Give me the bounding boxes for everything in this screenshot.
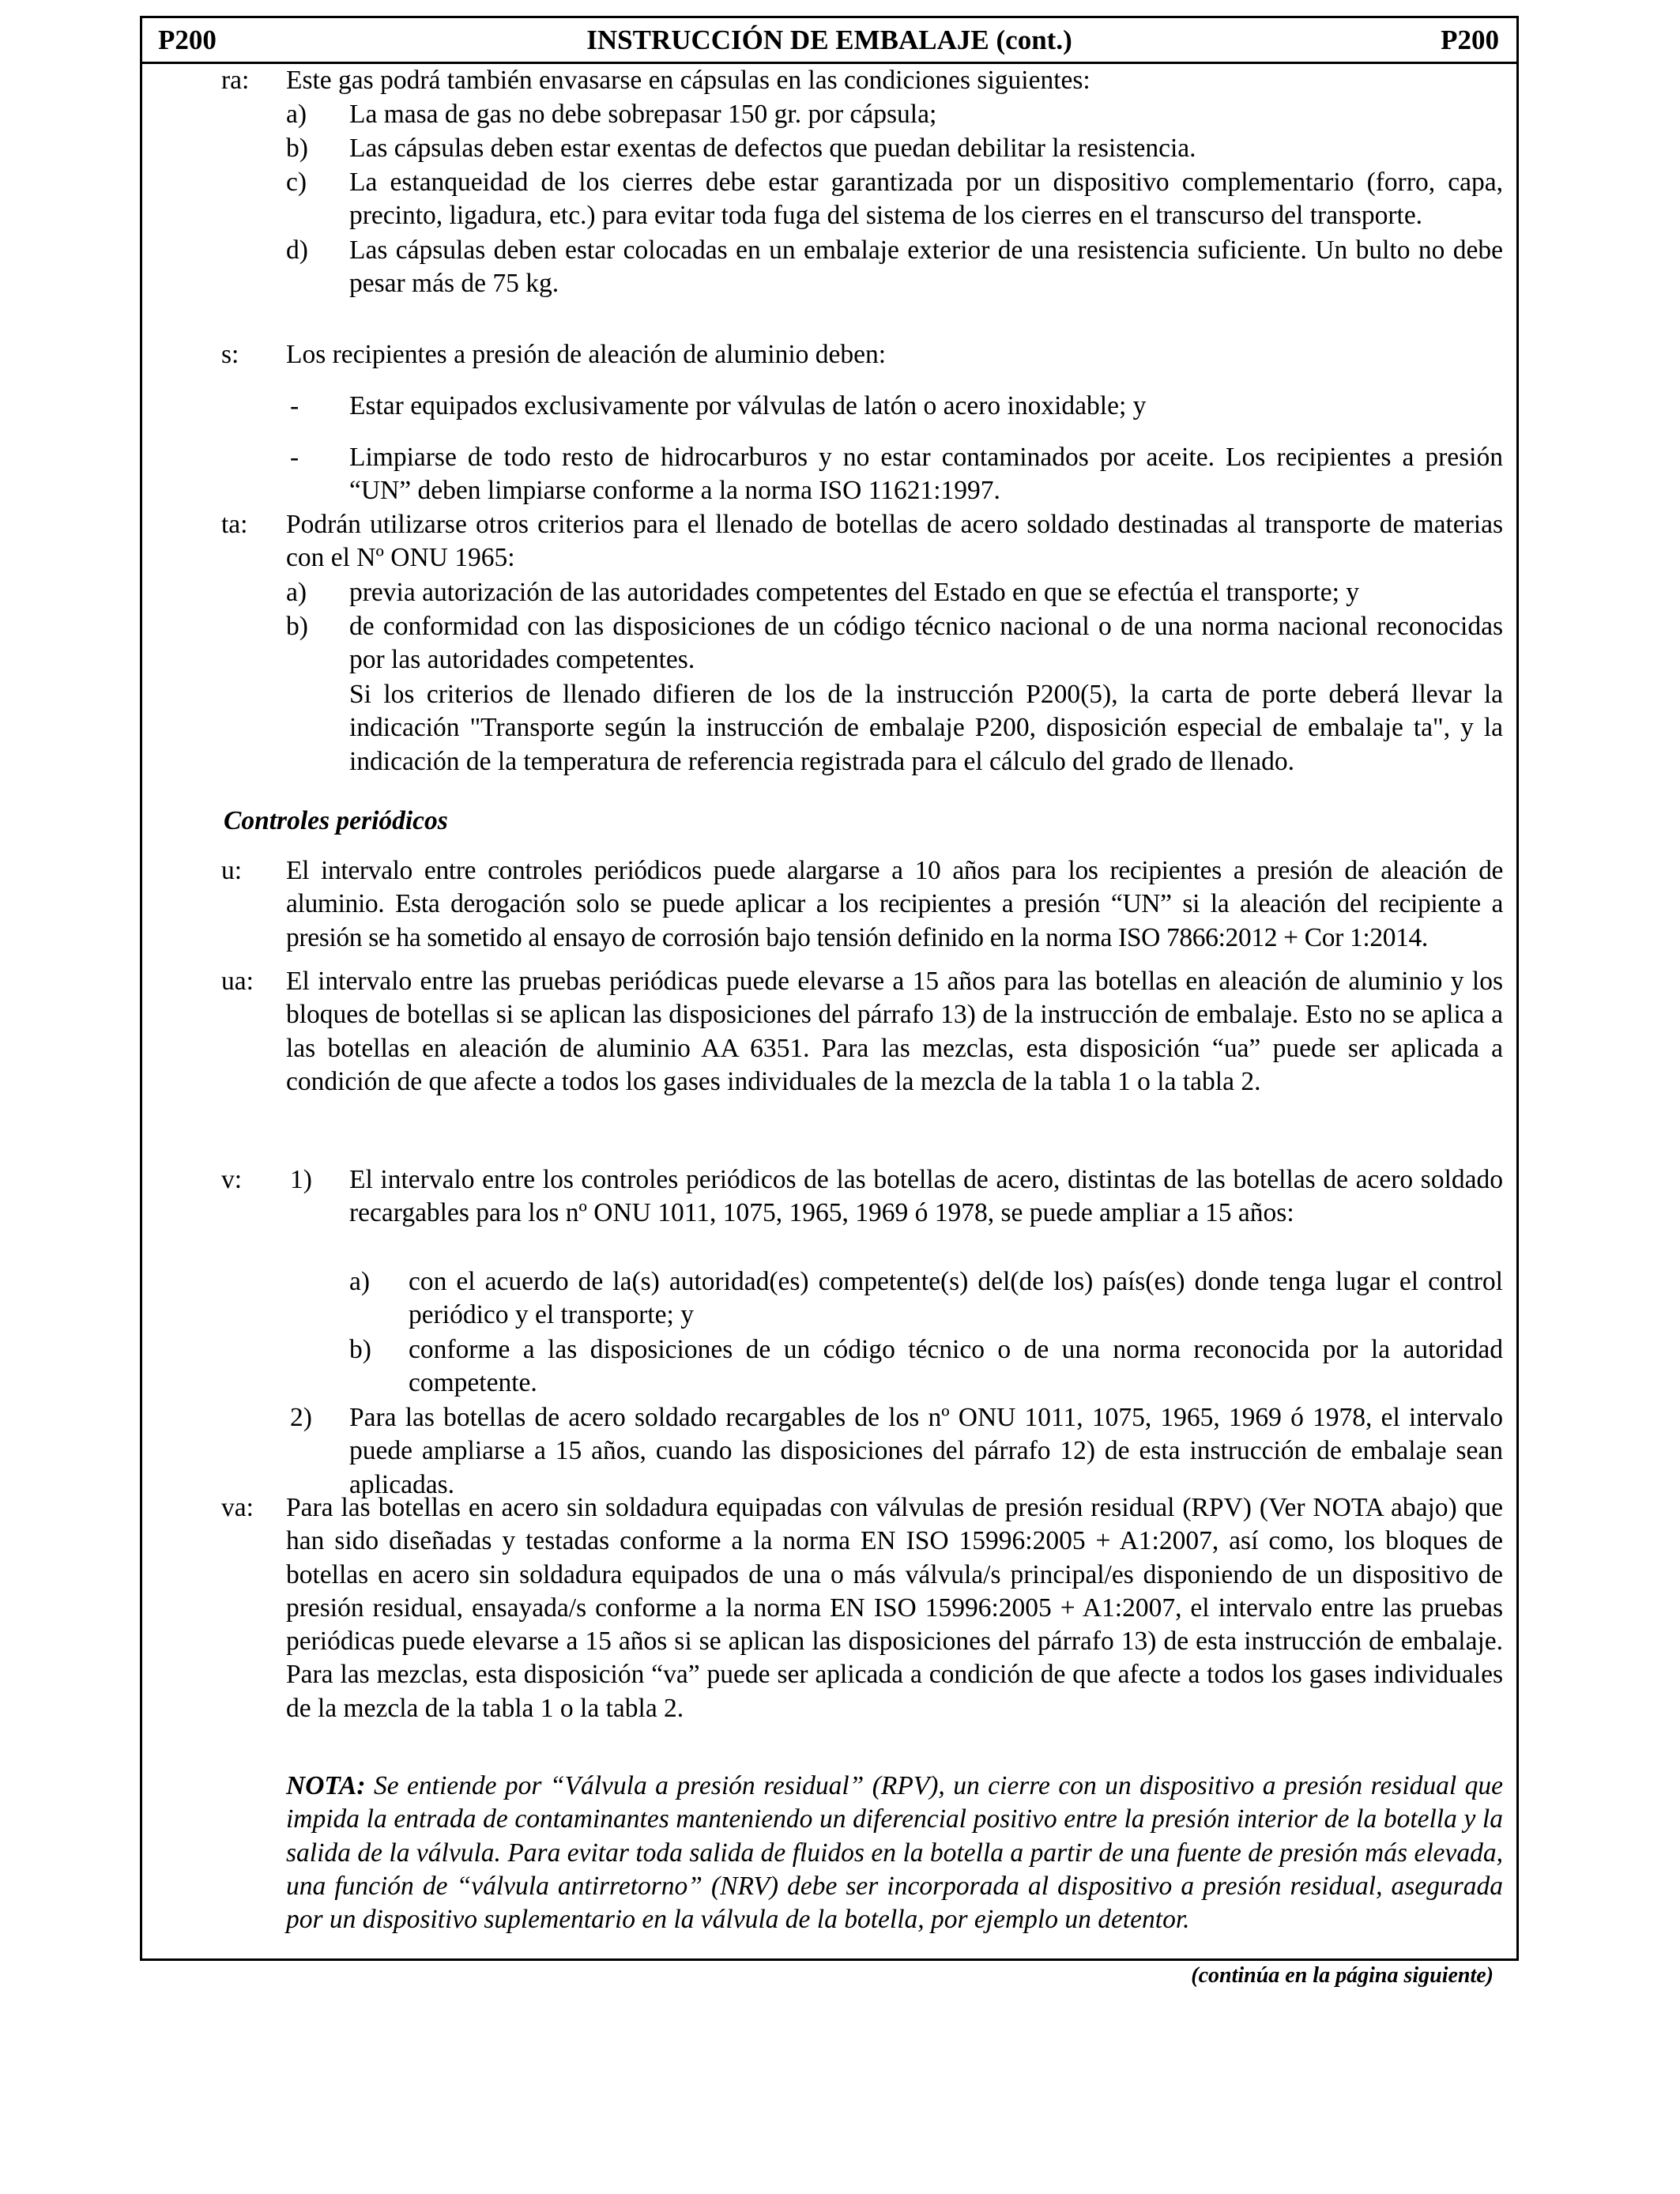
header-left-code: P200 — [158, 25, 217, 55]
note-block — [286, 1770, 1503, 1936]
list-item-label: d) — [286, 236, 308, 265]
list-item-text: Las cápsulas deben estar exentas de defectos que puedan debilitar la resistencia. — [349, 134, 1196, 163]
list-item-text: El intervalo entre los controles periódicos de las botellas de acero, distintas de las botellas de acero soldado recargables para los nº ONU 1011, 1075, 1965, 1969 ó 1978, se puede ampliar a 15 años: — [349, 1165, 1503, 1228]
provision-text: Podrán utilizarse otros criterios para el llenado de botellas de acero soldado destinadas al transporte de materias con el Nº ONU 1965: — [286, 510, 1503, 573]
list-item-text: La masa de gas no debe sobrepasar 150 gr. por cápsula; — [349, 100, 937, 129]
header-title: INSTRUCCIÓN DE EMBALAJE (cont.) — [586, 25, 1072, 55]
list-item-text: Las cápsulas deben estar colocadas en un embalaje exterior de una resistencia suficiente. Un bulto no debe pesar más de 75 kg. — [349, 236, 1503, 299]
provision-label: u: — [221, 856, 243, 885]
list-item-text: con el acuerdo de la(s) autoridad(es) competente(s) del(de los) país(es) donde tenga lugar el control periódico y el transporte; y — [409, 1267, 1503, 1330]
list-item-label: b) — [286, 612, 308, 641]
note-text: Se entiende por “Válvula a presión residual” (RPV), un cierre con un dispositivo a presión residual que impida la entrada de contaminantes manteniendo un diferencial positivo entre la presión interior de la botella y la salida de la válvula. Para evitar toda salida de fluidos en la botella a partir de una fuente de presión más elevada, una función de “válvula antirretorno” (NRV) debe ser incorporada al dispositivo a presión residual, asegurada por un dispositivo suplementario en la válvula de la botella, por ejemplo un detentor. — [286, 1771, 1504, 1935]
provision-text: El intervalo entre controles periódicos puede alargarse a 10 años para los recipientes a presión de aleación de aluminio. Esta derogación solo se puede aplicar a los recipientes a presión “UN” si la aleación del recipiente a presión se ha sometido al ensayo de corrosión bajo tensión definido en la norma ISO 7866:2012 + Cor 1:2014. — [286, 856, 1503, 952]
list-item-label: b) — [349, 1335, 371, 1364]
provision-label: ra: — [221, 66, 250, 95]
list-item-label: a) — [349, 1267, 371, 1296]
section-heading: Controles periódicos — [224, 806, 448, 835]
provision-label: va: — [221, 1493, 254, 1522]
list-item-text: conforme a las disposiciones de un código técnico o de una norma reconocida por la autoridad competente. — [409, 1335, 1503, 1398]
list-item-text: Para las botellas de acero soldado recargables de los nº ONU 1011, 1075, 1965, 1969 ó 1978, el intervalo puede ampliarse a 15 años, cuando las disposiciones del párrafo 12) de esta instrucción de embalaje sean aplicadas. — [349, 1403, 1503, 1499]
list-item-label: - — [290, 443, 299, 472]
list-item-label: b) — [286, 134, 308, 163]
packing-instruction-frame — [140, 16, 1519, 1961]
note-label: NOTA: — [286, 1771, 366, 1800]
list-item-label: 1) — [290, 1165, 312, 1194]
provision-text: Los recipientes a presión de aleación de aluminio deben: — [286, 340, 887, 369]
provision-text: Para las botellas en acero sin soldadura equipadas con válvulas de presión residual (RPV) (Ver NOTA abajo) que han sido diseñadas y testadas conforme a la norma EN ISO 15996:2005 + A1:2007, así como, los bloques de botellas en acero sin soldadura equipados de una o más válvula/s principal/es disponiendo de un dispositivo de presión residual, ensayada/s conforme a la norma EN ISO 15996:2005 + A1:2007, el intervalo entre las pruebas periódicas puede elevarse a 15 años si se aplican las disposiciones del párrafo 13) de esta instrucción de embalaje. Para las mezclas, esta disposición “va” puede ser aplicada a condición de que afecte a todos los gases individuales de la mezcla de la tabla 1 o la tabla 2. — [286, 1493, 1503, 1723]
provision-label: s: — [221, 340, 239, 369]
list-item-label: a) — [286, 578, 307, 607]
provision-label: ua: — [221, 967, 254, 996]
header-right-code: P200 — [1441, 25, 1499, 55]
list-item-text: La estanqueidad de los cierres debe estar garantizada por un dispositivo complementario (forro, capa, precinto, ligadura, etc.) para evitar toda fuga del sistema de los cierres en el transcurso del transporte. — [349, 168, 1503, 231]
provision-text: Este gas podrá también envasarse en cápsulas en las condiciones siguientes: — [286, 66, 1090, 95]
list-item-text: de conformidad con las disposiciones de un código técnico nacional o de una norma nacional reconocidas por las autoridades competentes. — [349, 612, 1503, 675]
list-item-text: Limpiarse de todo resto de hidrocarburos y no estar contaminados por aceite. Los recipientes a presión “UN” deben limpiarse conforme a la norma ISO 11621:1997. — [349, 443, 1503, 506]
continued-note: (continúa en la página siguiente) — [1191, 1963, 1494, 1988]
provision-label: v: — [221, 1165, 243, 1194]
instruction-header — [142, 18, 1516, 64]
list-item-label: a) — [286, 100, 307, 129]
list-item-text: previa autorización de las autoridades competentes del Estado en que se efectúa el transporte; y — [349, 578, 1360, 607]
provision-text: El intervalo entre las pruebas periódicas puede elevarse a 15 años para las botellas en aleación de aluminio y los bloques de botellas si se aplican las disposiciones del párrafo 13) de la instrucción de embalaje. Esto no se aplica a las botellas en aleación de aluminio AA 6351. Para las mezclas, esta disposición “ua” puede ser aplicada a condición de que afecte a todos los gases individuales de la mezcla de la tabla 1 o la tabla 2. — [286, 967, 1503, 1096]
list-item-label: 2) — [290, 1403, 312, 1432]
list-item-label: c) — [286, 168, 307, 197]
list-item-label: - — [290, 391, 299, 420]
provision-extra-text: Si los criterios de llenado difieren de los de la instrucción P200(5), la carta de porte deberá llevar la indicación "Transporte según la instrucción de embalaje P200, disposición especial de embalaje ta", y la indicación de la temperatura de referencia registrada para el cálculo del grado de llenado. — [349, 680, 1503, 776]
list-item-text: Estar equipados exclusivamente por válvulas de latón o acero inoxidable; y — [349, 391, 1147, 420]
provision-label: ta: — [221, 510, 248, 539]
